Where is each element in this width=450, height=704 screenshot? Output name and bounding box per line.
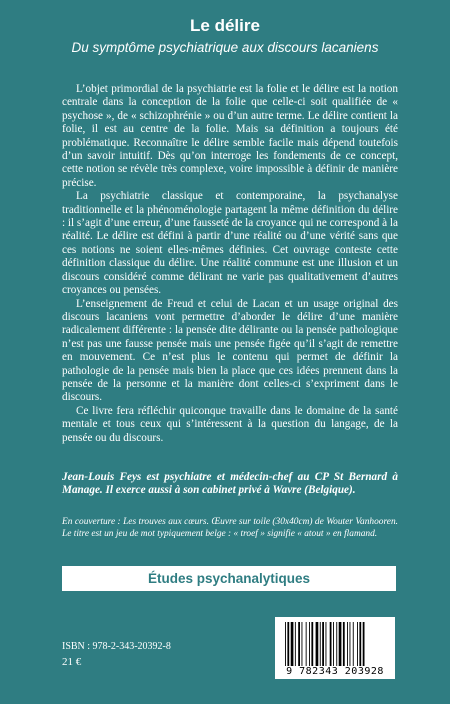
barcode-bar	[295, 622, 296, 666]
barcode-bar	[291, 622, 294, 666]
summary-paragraph-4: Ce livre fera réfléchir quiconque travaille dans le domaine de la santé mentale et tous ceux qui s’intéressent à la question du langage, de la pensée ou du discours.	[62, 404, 398, 444]
barcode-bar	[350, 622, 351, 666]
barcode-bar	[333, 622, 334, 666]
barcode-bar	[336, 622, 337, 666]
barcode-bar	[322, 622, 324, 666]
barcode-bar	[359, 622, 361, 666]
book-title: Le délire	[190, 16, 260, 35]
barcode-bar	[309, 622, 310, 666]
series-name: Études psychanalytiques	[147, 571, 311, 586]
barcode-bar	[330, 622, 332, 666]
cover-credit: En couverture : Les trouves aux cœurs. Œuvre sur toile (30x40cm) de Wouter Vanhooren. Le titre est un jeu de mot typiquement belge : « troef » signifie « atout » en flamand.	[62, 517, 398, 540]
barcode-bar	[353, 622, 354, 666]
barcode-bar	[302, 622, 303, 666]
barcode-bar	[306, 622, 307, 666]
series-banner	[62, 566, 396, 591]
barcode	[275, 617, 395, 679]
summary-paragraph-3: L’enseignement de Freud et celui de Lacan et un usage original des discours lacaniens vont permettre d’aborder le délire d’une manière radicalement différente : la pensée dite délirante ou la pensée pathologique n’est pas une fausse pensée mais une pensée figée qu’il s’agit de remettre en mouvement. Ce n’est plus le contenu qui permet de définir la pathologie de la pensée mais bien la place que ces idées prennent dans la pensée de la personne et la manière dont celles-ci s’expriment dans le discours.	[62, 297, 398, 404]
barcode-bar	[357, 622, 358, 666]
barcode-bar	[311, 622, 313, 666]
barcode-bar	[320, 622, 321, 666]
price: 21 €	[62, 656, 82, 668]
barcode-bar	[363, 622, 365, 666]
isbn: ISBN : 978-2-343-20392-8	[62, 641, 171, 652]
barcode-bar	[298, 622, 300, 666]
barcode-bar	[339, 622, 342, 666]
book-subtitle: Du symptôme psychiatrique aux discours lacaniens	[71, 40, 379, 55]
back-cover-summary	[62, 83, 398, 445]
barcode-bar	[343, 622, 345, 666]
barcode-bar	[347, 622, 348, 666]
barcode-bar	[285, 622, 286, 666]
barcode-bar	[316, 622, 319, 666]
summary-paragraph-2: La psychiatrie classique et contemporaine, la psychanalyse traditionnelle et la phénoménologie partagent la même définition du délire : il s’agit d’une erreur, d’une fausseté de la croyance qui ne correspond à la réalité. Le délire est défini à partir d’une réalité ou d’une vérité sans que ces notions ne soient elles-mêmes définies. Cet ouvrage conteste cette définition classique du délire. Une réalité commune est une illusion et un discours considéré comme délirant ne varie pas qualitativement d’autres croyances ou pensées.	[62, 190, 398, 297]
barcode-bar	[326, 622, 327, 666]
barcode-bar	[287, 622, 289, 666]
summary-paragraph-1: L’objet primordial de la psychiatrie est la folie et le délire est la notion centrale dans la conception de la folie que celle-ci soit qualifiée de « psychose », de « schizophrénie » ou d’un autre terme. Le délire contient la folie, il est au centre de la folie. Mais sa définition a toujours été problématique. Reconnaître le délire semble facile mais dépend toutefois d’un savoir intuitif. Dès qu’on interroge les fondements de ce concept, cette notion se révèle très complexe, voire impossible à définir de manière précise.	[62, 83, 398, 189]
barcode-digits: 9 782343 203928	[286, 666, 384, 677]
author-bio: Jean-Louis Feys est psychiatre et médecin-chef au CP St Bernard à Manage. Il exerce aussi à son cabinet privé à Wavre (Belgique).	[62, 471, 398, 497]
